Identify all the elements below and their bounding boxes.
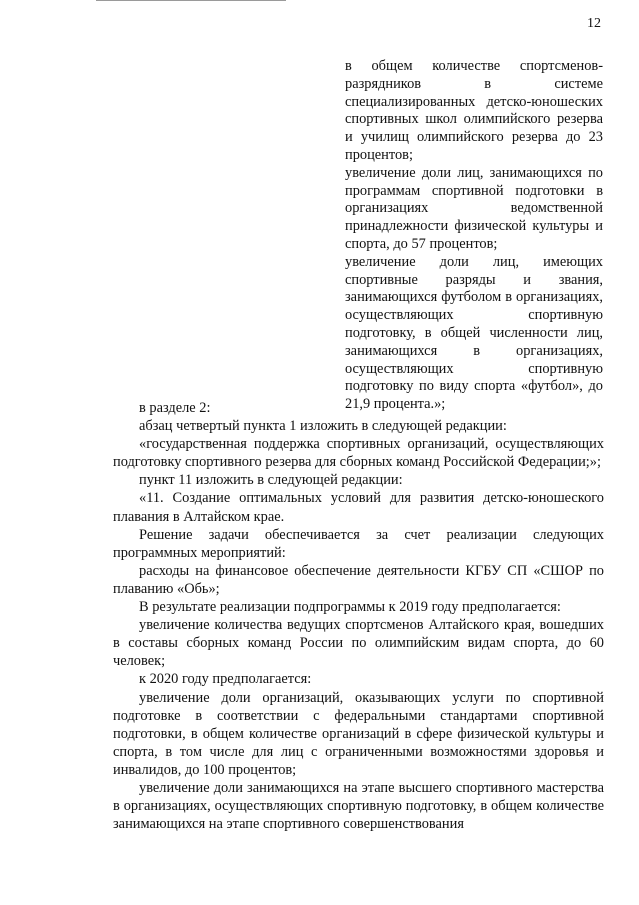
paragraph: в разделе 2: [139,400,211,416]
paragraph: Решение задачи обеспечивается за счет реализации следующих программных мероприятий: [113,526,604,561]
paragraph: пункт 11 изложить в следующей редакции: [139,472,403,489]
right-column-paragraph: увеличение доли лиц, имеющих спортивные разряды и звания, занимающихся футболом в организациях, осуществляющих спортивную подготовку, в общей численности лиц, занимающихся в организациях, осуществляющих спортивную подготовку по виду спорта «футбол», до 21,9 процента.»; [345,253,603,413]
paragraph: расходы на финансовое обеспечение деятельности КГБУ СП «СШОР по плаванию «Обь»; [113,562,604,597]
top-rule [96,0,286,1]
right-column-paragraph: в общем количестве спортсменов-разрядников в системе специализированных детско-юношеских спортивных школ олимпийского резерва и училищ олимпийского резерва до 23 процентов; [345,58,603,163]
paragraph: к 2020 году предполагается: [139,671,312,688]
paragraph: увеличение доли занимающихся на этапе высшего спортивного мастерства в организациях, осуществляющих спортивную подготовку, в общем количестве занимающихся на этапе спортивного совершенствования [113,779,604,833]
main-text [113,399,604,833]
paragraph: «11. Создание оптимальных условий для развития детско-юношеского плавания в Алтайском крае. [113,490,604,525]
paragraph: увеличение доли организаций, оказывающих услуги по спортивной подготовке в соответствии с федеральными стандартами спортивной подготовки, в общем количестве организаций в сфере физической культуры и спорта, в том числе для лиц с ограниченными возможностями здоровья и инвалидов, до 100 процентов; [113,689,604,778]
paragraph: «государственная поддержка спортивных организаций, осуществляющих подготовку спортивного резерва для сборных команд Российской Федерации;»; [113,436,604,471]
paragraph: абзац четвертый пункта 1 изложить в следующей редакции: [139,418,507,435]
right-column-paragraph: увеличение доли лиц, занимающихся по программам спортивной подготовки в организациях ведомственной принадлежности физической культуры и спорта, до 57 процентов; [345,164,603,252]
paragraph: В результате реализации подпрограммы к 2019 году предполагается: [139,599,561,616]
page-number: 12 [587,16,601,31]
paragraph: увеличение количества ведущих спортсменов Алтайского края, вошедших в составы сборных команд России по олимпийским видам спорта, до 60 человек; [113,617,604,670]
right-column [345,58,603,414]
